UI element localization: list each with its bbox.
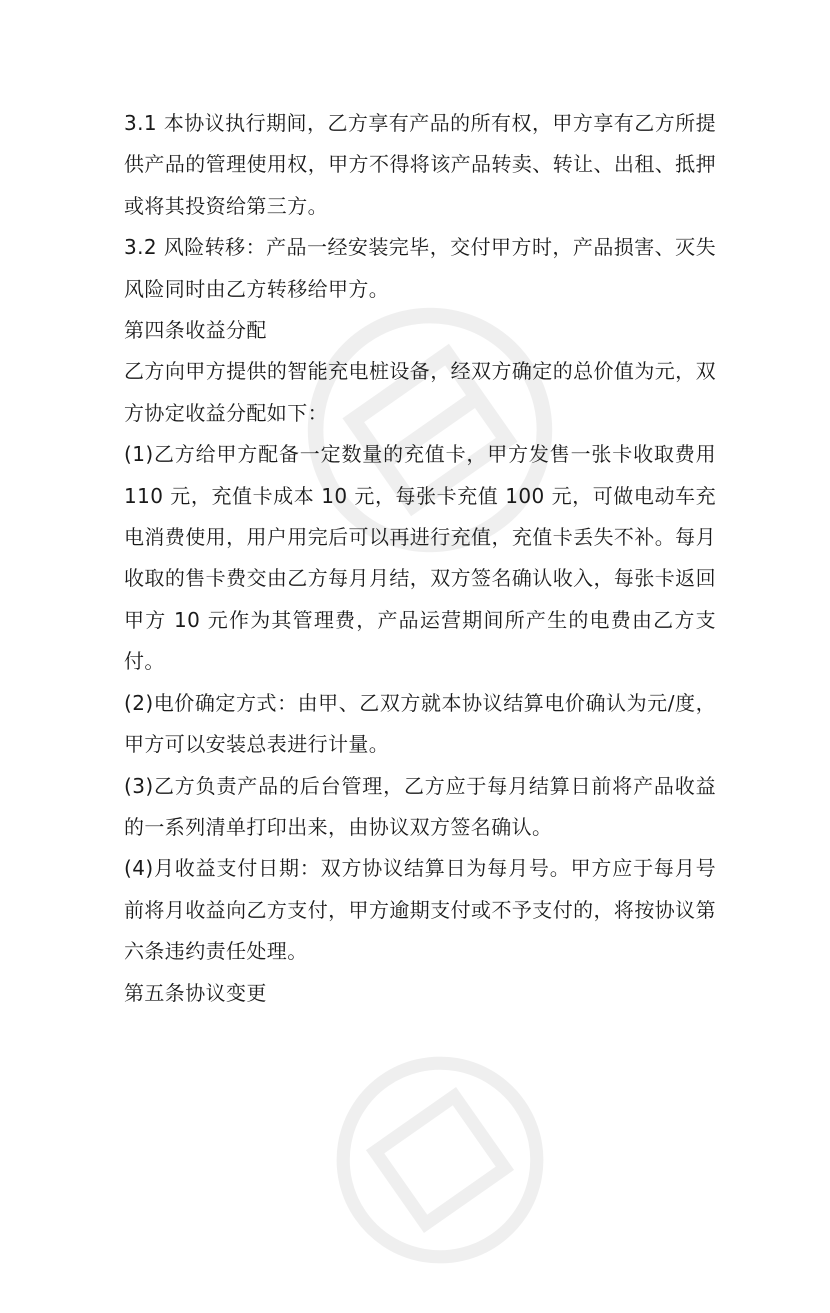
article-4-intro-paragraph: 乙方向甲方提供的智能充电桩设备，经双方确定的总价值为元，双方协定收益分配如下： [124,359,716,425]
article-5-heading: 第五条协议变更 [124,980,267,1005]
clause-3-2-paragraph: 3.2 风险转移：产品一经安装完毕，交付甲方时，产品损害、灭失风险同时由乙方转移给甲方。 [124,235,716,301]
article-4-item-3-paragraph: (3)乙方负责产品的后台管理，乙方应于每月结算日前将产品收益的一系列清单打印出来，由协议双方签名确认。 [124,773,716,839]
article-4-item-1-paragraph: (1)乙方给甲方配备一定数量的充值卡，甲方发售一张卡收取费用 110 元，充值卡成本 10 元，每张卡充值 100 元，可做电动车充电消费使用，用户用完后可以再进行充值，充值卡丢失不补。每月收取的售卡费交由乙方每月月结，双方签名确认收入，每张卡返回甲方 10 元作为其管理费，产品运营期间所产生的电费由乙方支付。 [124,442,716,674]
watermark-logo-icon [287,1007,593,1313]
article-4-item-2-paragraph: (2)电价确定方式：由甲、乙双方就本协议结算电价确认为元/度，甲方可以安装总表进行计量。 [124,690,716,757]
document-body [124,103,716,1014]
article-4-item-4-paragraph: (4)月收益支付日期：双方协议结算日为每月号。甲方应于每月号前将月收益向乙方支付，甲方逾期支付或不予支付的，将按协议第六条违约责任处理。 [124,856,716,964]
article-4-heading: 第四条收益分配 [124,318,267,343]
clause-3-1-paragraph: 3.1 本协议执行期间，乙方享有产品的所有权，甲方享有乙方所提供产品的管理使用权，甲方不得将该产品转卖、转让、出租、抵押或将其投资给第三方。 [124,111,716,218]
